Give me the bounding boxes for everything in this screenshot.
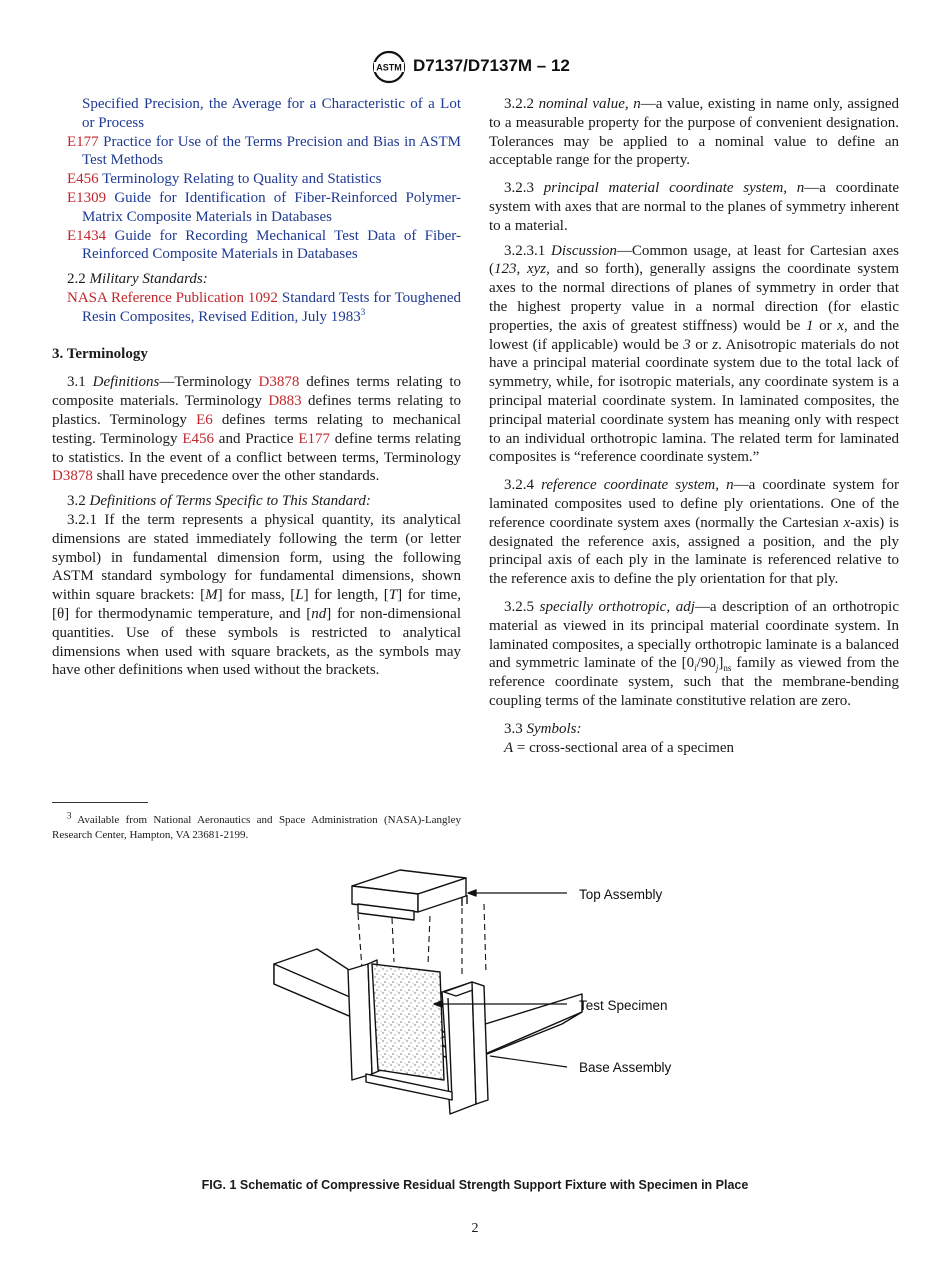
- section-heading: 3. Terminology: [52, 345, 148, 362]
- paragraph-3-2: 3.2 Definitions of Terms Specific to This Standard:: [67, 493, 371, 510]
- reference-link[interactable]: D3878: [258, 374, 300, 391]
- paragraph-3-2-5: 3.2.5 specially orthotropic, adj—a description of an orthotropic material as viewed in its principal material coordinate system. In laminated composites, a specially orthotropic laminate is a balanced and symmetric laminate of the $[0_i/90_j]_{ns}$ family as viewed from the reference coordinate system, such that the membrane-bending coupling terms of the laminate constitutive relation are zero.: [489, 598, 900, 709]
- paragraph-3-2-3: 3.2.3 principal material coordinate system, n—a coordinate system with axes that are normal to the planes of symmetry inherent to a material.: [489, 180, 900, 234]
- right-column: [489, 95, 899, 757]
- reference-item: E177 Practice for Use of the Terms Precision and Bias in ASTM Test Methods: [67, 133, 462, 169]
- reference-link[interactable]: D883: [268, 393, 302, 410]
- reference-link[interactable]: E177: [298, 430, 330, 447]
- reference-item: E456 Terminology Relating to Quality and Statistics: [67, 171, 382, 188]
- paragraph-3-2-4: 3.2.4 reference coordinate system, n—a coordinate system for laminated composites used to define ply orientations. One of the reference coordinate system axes (normally the Cartesian x-axis) is designated the reference axis, assigned a position, and the ply principal axis of each ply in the laminate is referenced relative to the reference axis to define the ply orientation for that ply.: [489, 477, 900, 588]
- page-number: 2: [471, 1221, 479, 1236]
- paragraph-3-2-1: 3.2.1 If the term represents a physical quantity, its analytical dimensions are stated immediately following the term (or letter symbol) in fundamental dimension form, using the following ASTM standard symbology for fundamental dimensions, shown within square brackets: [M] for mass, [L] for length, [T] for time, [θ] for thermodynamic temperature, and [nd] for non-dimensional quantities. Use of these symbols is restricted to analytical dimensions when used with square brackets, as the symbols may have other definitions when used without the brackets.: [52, 511, 462, 679]
- paragraph-3-2-3-1: 3.2.3.1 Discussion—Common usage, at least for Cartesian axes (123, xyz, and so forth), generally assigns the coordinate system axes to the normal directions of planes of symmetry in order that the highest property value in a normal direction (for elastic properties, the axis of greatest stiffness) would be 1 or x, and the lowest (if applicable) would be 3 or z. Anisotropic materials do not have a principal material coordinate system due to the total lack of symmetry, while, for isotropic materials, any coordinate system is a principal material coordinate system. In laminated composites, the principal material coordinate system has meaning only with respect to an individual orthotropic lamina. The related term for laminated composites is “reference coordinate system.”: [489, 242, 900, 466]
- paragraph-3-1: 3.1 Definitions—Terminology D3878 defines terms relating to composite materials. Terminology D883 defines terms relating to plastics. Terminology E6 defines terms relating to mechanical testing. Terminology E456 and Practice E177 define terms relating to statistics. In the event of a conflict between terms, Terminology D3878 shall have precedence over the other standards.: [52, 374, 462, 485]
- reference-link[interactable]: E1309: [67, 189, 107, 206]
- reference-link[interactable]: E177: [67, 133, 99, 150]
- reference-link[interactable]: NASA Reference Publication 1092: [67, 289, 278, 306]
- reference-link[interactable]: E456: [182, 430, 214, 447]
- label-base-assembly: Base Assembly: [579, 1060, 672, 1075]
- top-assembly-block: [352, 870, 467, 920]
- astm-logo-icon: [371, 50, 407, 84]
- reference-link[interactable]: E456: [67, 171, 99, 188]
- test-specimen: [372, 964, 444, 1080]
- label-top-assembly: Top Assembly: [579, 887, 663, 902]
- svg-text:ASTM: ASTM: [376, 62, 402, 73]
- footnote: $^3$ Available from National Aeronautics and Space Administration (NASA)-Langley Research Center, Hampton, VA 23681-2199.: [52, 810, 461, 841]
- reference-item: E1434 Guide for Recording Mechanical Test Data of Fiber-Reinforced Composite Materials in Databases: [67, 227, 461, 263]
- reference-item: E1309 Guide for Identification of Fiber-Reinforced Polymer-Matrix Composite Materials in Databases: [67, 189, 462, 225]
- reference-link[interactable]: E6: [196, 411, 213, 428]
- left-column: [52, 95, 461, 680]
- subsection-military-standards: 2.2 Military Standards:: [67, 271, 208, 288]
- paragraph-3-3: 3.3 Symbols:: [504, 720, 582, 737]
- reference-item: NASA Reference Publication 1092 Standard Tests for Toughened Resin Composites, Revised Edition, July 1983$^3$: [67, 289, 461, 325]
- paragraph-3-2-2: 3.2.2 nominal value, n—a value, existing in name only, assigned to a measurable property for the purpose of convenient designation. Tolerances may be applied to a nominal value to define an acceptable range for the property.: [489, 96, 900, 169]
- reference-link[interactable]: E1434: [67, 227, 107, 244]
- symbol-definition: A = cross-sectional area of a specimen: [504, 739, 735, 756]
- page-header: [0, 50, 950, 84]
- fixture-schematic: [262, 864, 692, 1164]
- label-test-specimen: Test Specimen: [579, 998, 668, 1013]
- document-id: D7137/D7137M – 12: [413, 56, 570, 75]
- figure-caption: FIG. 1 Schematic of Compressive Residual Strength Support Fixture with Specimen in Place: [201, 1178, 749, 1192]
- reference-item: Specified Precision, the Average for a Characteristic of a Lot or Process: [82, 96, 461, 131]
- footnote-rule: [52, 802, 148, 803]
- reference-link[interactable]: D3878: [52, 468, 93, 485]
